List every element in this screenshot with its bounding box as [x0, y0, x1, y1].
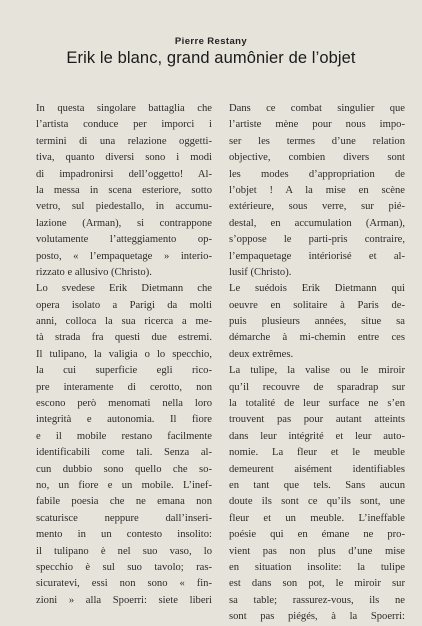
text-line: tà strada fra questi due estremi.	[36, 332, 212, 344]
text-line: scaturisce neppure dall’inseri-	[36, 512, 212, 524]
text-line: puis plusieurs années, situe sa	[229, 316, 405, 328]
text-line: no, un fiore e un mobile. L’inef-	[36, 479, 212, 491]
text-line: Dans ce combat singulier que	[229, 103, 405, 114]
text-line: Il tulipano, la valigia o lo specchio,	[36, 348, 212, 360]
text-line: rizzato e allusivo (Christo).	[36, 266, 152, 278]
text-line: pre interamente di cerotto, non	[36, 381, 212, 393]
text-line: extérieure, sous verre, sur pié-	[229, 201, 405, 213]
text-line: l’objet ! A la mise en scène	[229, 184, 405, 196]
text-line: démarche à mi-chemin entre ces	[229, 332, 405, 344]
text-line: doute ils sont ce qu’ils sont, une	[229, 496, 405, 508]
text-line: l’empaquetage intériorisé et al-	[229, 250, 405, 262]
french-paragraph-1	[229, 101, 405, 281]
text-line: vient pas non plus d’une mise	[229, 545, 405, 557]
text-line: est dans son pot, le miroir sur	[229, 578, 405, 590]
text-line: vetro, sul piedestallo, in accumu-	[36, 201, 212, 213]
text-line: specchio è sul suo tavolo; ras-	[36, 561, 212, 573]
text-line: lazione (Arman), si contrappone	[36, 217, 212, 229]
text-line: zioni » alla Spoerri: siete liberi	[36, 594, 212, 606]
text-line: qu’il recouvre de sparadrap sur	[229, 381, 405, 393]
text-line: oeuvre en solitaire à Paris de-	[229, 299, 405, 311]
text-line: l’artista conduce per imporci i	[36, 119, 212, 131]
text-line: lusif (Christo).	[229, 266, 292, 278]
text-line: en tant que tels. Sans aucun	[229, 479, 405, 491]
text-line: sicuratevi, essi non sono « fin-	[36, 578, 212, 590]
text-line: e il mobile restano facilmente	[36, 430, 212, 442]
text-line: tiva, quanto diversi sono i modi	[36, 152, 212, 164]
text-line: posto, « l’empaquetage » interio-	[36, 250, 212, 262]
text-line: trouvent pas pour autant atteints	[229, 414, 405, 426]
text-line: poésie qui en émane ne pro-	[229, 529, 405, 541]
text-line: demeurent aisément identifiables	[229, 463, 405, 475]
text-line: identificabili come tali. Senza al-	[36, 447, 212, 459]
text-line: nomie. La fleur et le meuble	[229, 447, 405, 459]
french-paragraph-2	[229, 281, 405, 363]
text-line: ser les termes d’une relation	[229, 135, 405, 147]
text-line: Lo svedese Erik Dietmann che	[36, 283, 212, 295]
italian-column	[36, 101, 212, 609]
text-line: integrità e autonomia. Il fiore	[36, 414, 212, 426]
text-line: la totalité de leur surface ne s’en	[229, 398, 405, 410]
text-line: la messa in scena esteriore, sotto	[36, 184, 212, 196]
text-line: mento in un contesto insolito:	[36, 529, 212, 541]
author-name: Pierre Restany	[174, 36, 248, 47]
text-line: sa table; rassurez-vous, ils ne	[229, 594, 405, 606]
text-line: opera isolato a Parigi da molti	[36, 299, 212, 311]
text-line: deux extrêmes.	[229, 348, 294, 360]
text-line: l’artiste mène pour nous impo-	[229, 119, 405, 131]
text-line: objective, combien divers sont	[229, 152, 405, 164]
italian-paragraph-1	[36, 101, 212, 281]
text-line: Le suédois Erik Dietmann qui	[229, 283, 405, 295]
text-line: les modes d’appropriation de	[229, 168, 405, 180]
text-line: volutamente l’atteggiamento op-	[36, 234, 212, 246]
text-line: dans leur intégrité et leur auto-	[229, 430, 405, 442]
text-line: cun dubbio sono quello che so-	[36, 463, 212, 475]
text-line: en situation insolite: la tulipe	[229, 561, 405, 573]
text-line: anni, colloca la sua ricerca a me-	[36, 316, 212, 328]
text-line: di impadronirsi dell’oggetto! Al-	[36, 168, 212, 180]
text-line: sont pas piégés, à la Spoerri:	[229, 611, 405, 623]
article-title: Erik le blanc, grand aumônier de l’objet	[66, 49, 356, 67]
text-line: escono però menomati nella loro	[36, 398, 212, 410]
text-line: destal, en accumulation (Arman),	[229, 217, 405, 229]
text-line: la cui superficie egli rico-	[36, 365, 212, 377]
text-line: il tulipano è nel suo vaso, lo	[36, 545, 212, 557]
italian-paragraph-2	[36, 281, 212, 609]
text-line: s’oppose le parti-pris contraire,	[229, 234, 405, 246]
text-line: fleur et un meuble. L’ineffable	[229, 512, 405, 524]
text-line: In questa singolare battaglia che	[36, 103, 212, 114]
text-line: fabile poesia che ne emana non	[36, 496, 212, 508]
french-paragraph-3	[229, 363, 405, 625]
french-column	[229, 101, 405, 626]
text-line: La tulipe, la valise ou le miroir	[229, 365, 405, 377]
text-line: termini di una relazione oggetti-	[36, 135, 212, 147]
